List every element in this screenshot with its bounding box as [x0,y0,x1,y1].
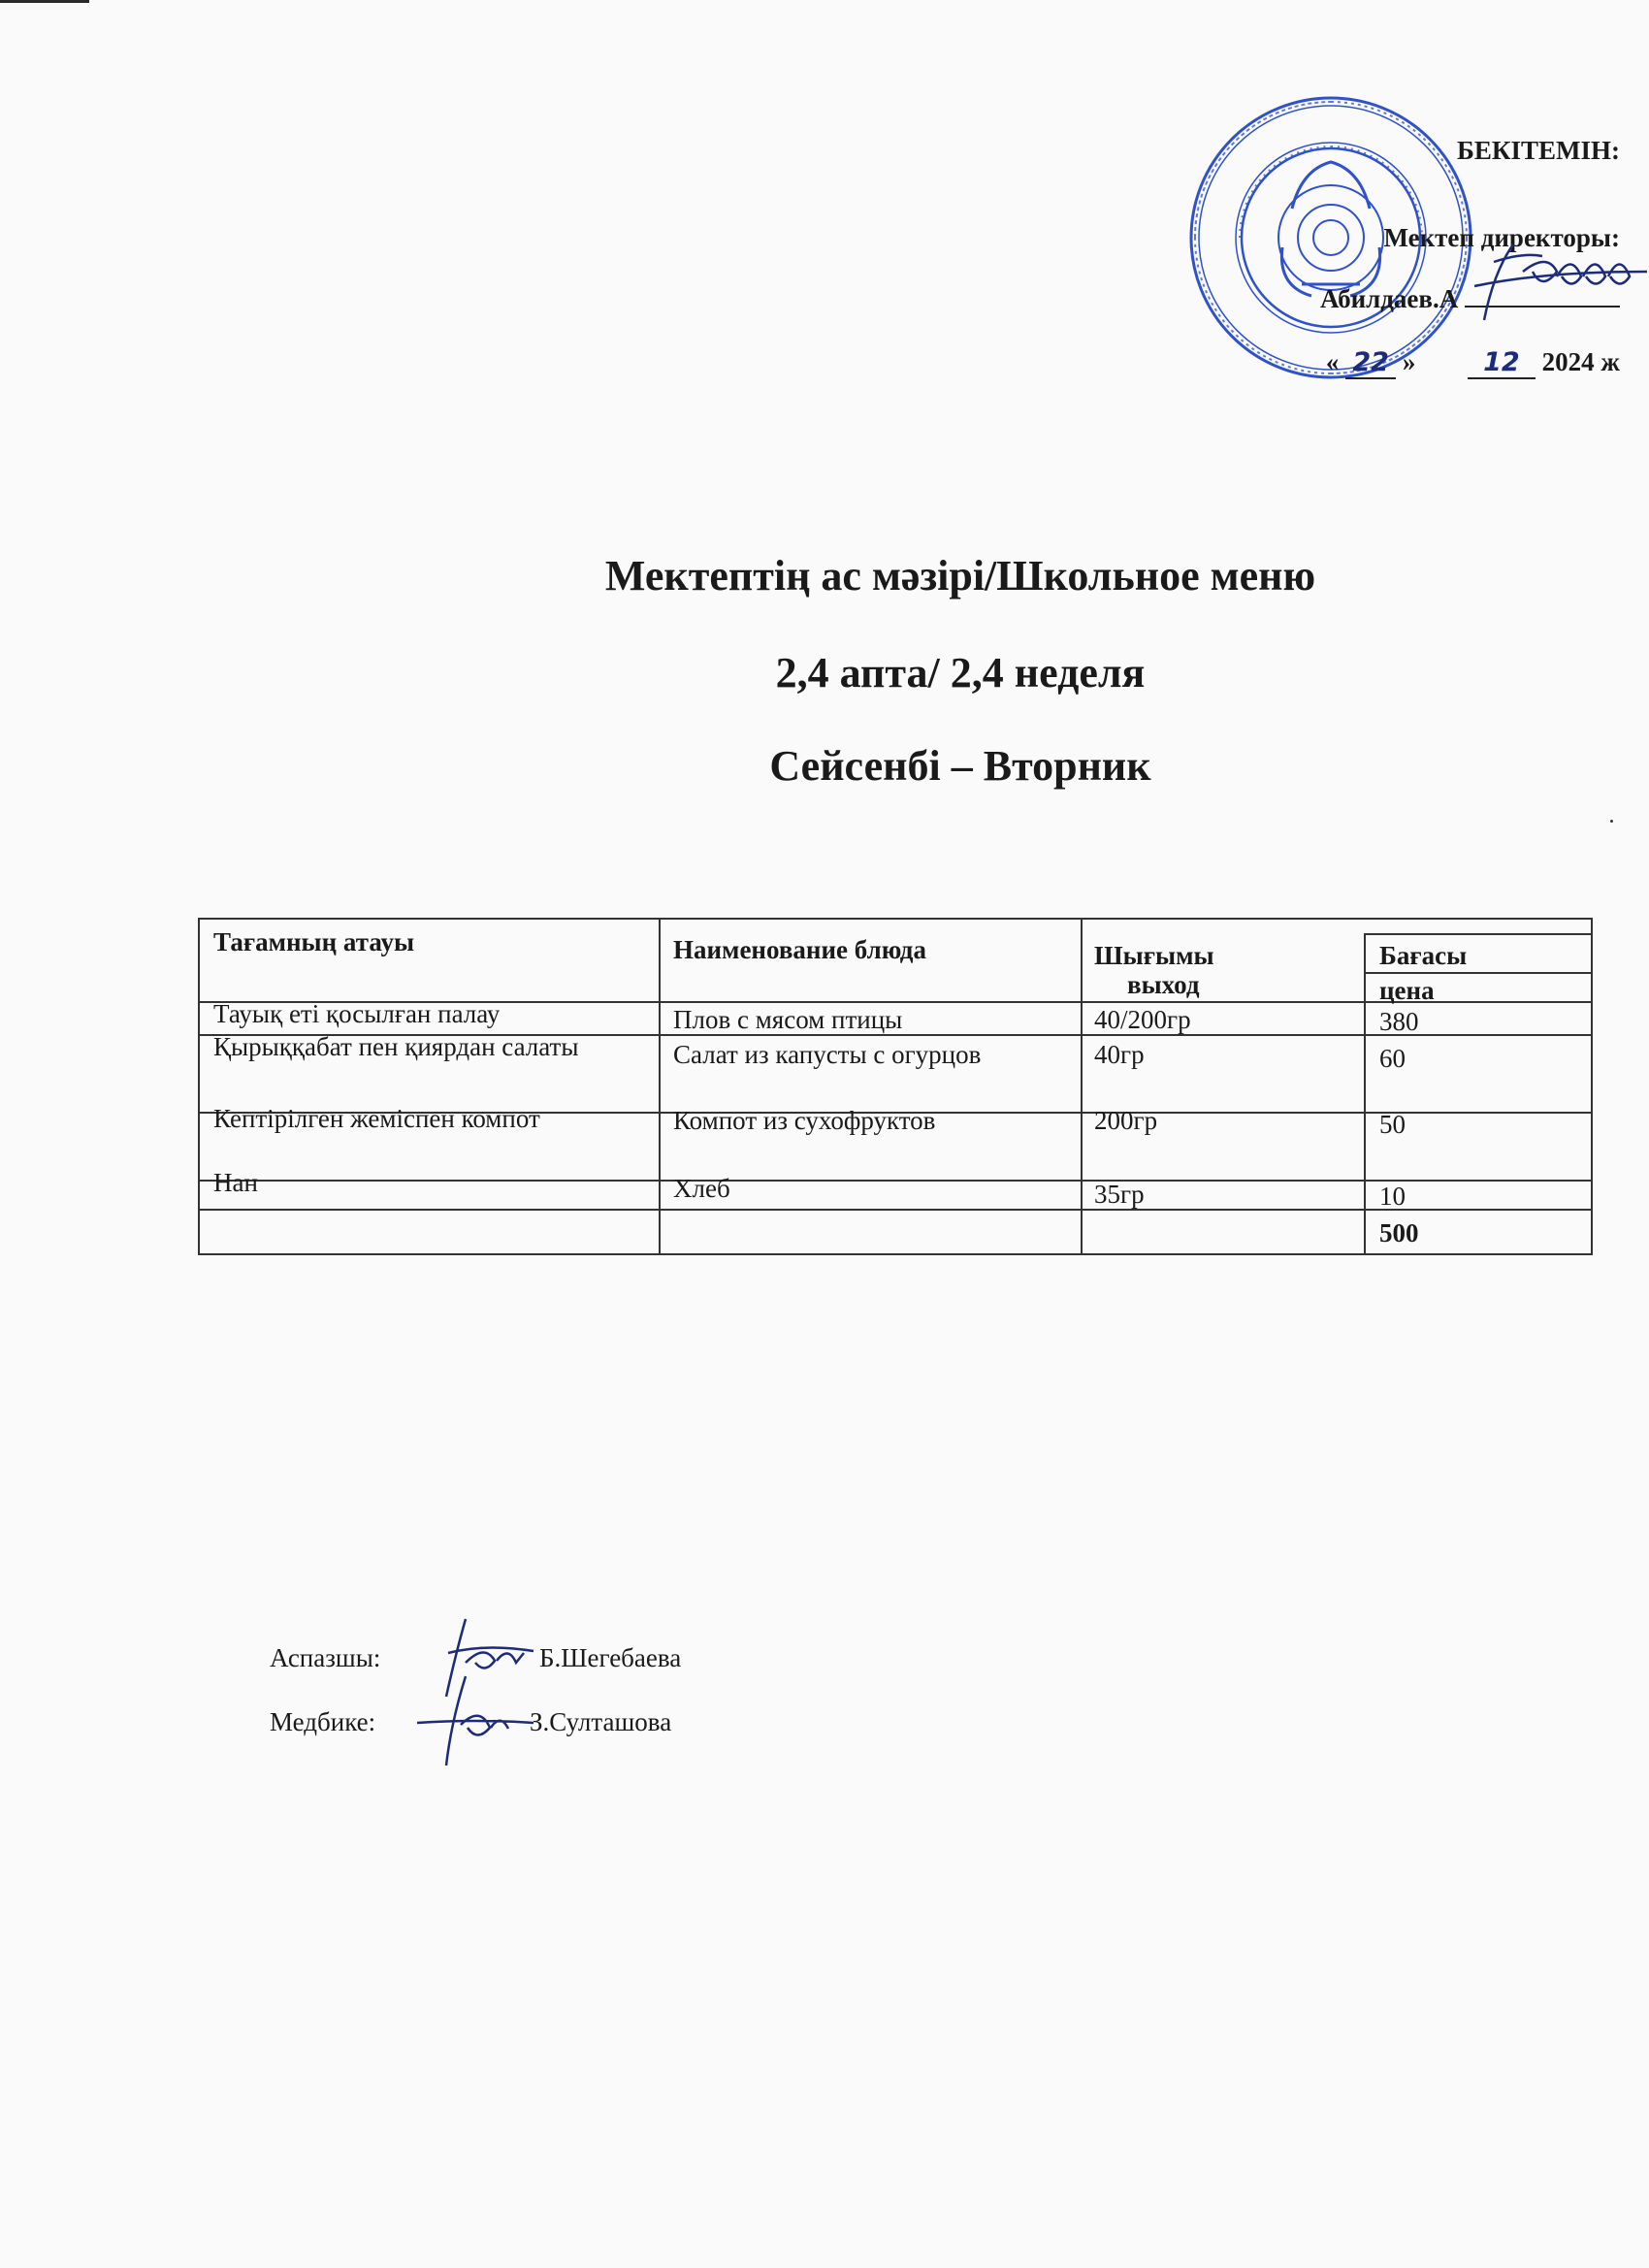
scan-corner-mark [0,0,89,3]
table-cell: 40/200гр [1094,1005,1191,1034]
table-cell: Компот из сухофруктов [673,1106,936,1135]
approval-month: 12 [1468,347,1536,379]
cook-role: Аспазшы: [270,1643,381,1672]
table-cell: Қырыққабат пен қиярдан салаты [213,1032,579,1061]
table-cell: 35гр [1094,1180,1145,1209]
menu-table [198,918,1593,1253]
table-cell: 200гр [1094,1106,1158,1135]
table-cell: 50 [1379,1110,1406,1139]
header-price-kz: Бағасы [1379,941,1468,970]
nurse-signature [407,1674,543,1767]
table-border-right [1591,918,1593,1253]
approval-heading: БЕКІТЕМІН: [1457,136,1620,165]
director-signature [1455,233,1649,340]
row-divider [1364,972,1593,974]
table-cell: 40гр [1094,1040,1145,1069]
date-close-quote: » [1402,347,1416,376]
header-ru-name: Наименование блюда [673,935,926,964]
nurse-name: З.Султашова [530,1707,672,1736]
table-cell: 60 [1379,1044,1406,1073]
header-price-ru: цена [1379,976,1435,1005]
stray-dot [1610,820,1613,823]
table-cell: Салат из капусты с огурцов [673,1040,982,1069]
title-line-3: Сейсенбі – Вторник [769,742,1151,790]
table-cell: Нан [213,1168,258,1197]
approval-day: 22 [1345,347,1396,379]
document-title [0,552,1649,790]
table-total: 500 [1379,1218,1419,1247]
column-divider [1364,933,1366,1253]
row-divider [1364,933,1593,935]
table-border-bottom [198,1253,1593,1255]
table-border-left [198,918,200,1253]
header-yield-ru: выход [1127,970,1200,999]
table-cell: Хлеб [673,1174,730,1203]
title-line-2: 2,4 апта/ 2,4 неделя [775,649,1146,697]
table-cell: Кептірілген жеміспен компот [213,1104,540,1133]
header-yield-kz: Шығымы [1094,941,1214,970]
table-border-top [198,918,1593,920]
nurse-role: Медбике: [270,1707,376,1736]
date-open-quote: « [1325,347,1340,376]
approval-year: 2024 ж [1541,347,1620,376]
column-divider [1081,918,1083,1253]
table-cell: 10 [1379,1182,1406,1211]
approval-role: Мектеп директоры: [1383,223,1620,252]
table-cell: 380 [1379,1007,1419,1036]
title-line-1: Мектептің ас мәзірі/Школьное меню [604,552,1316,599]
header-kz-name: Тағамның атауы [213,927,415,956]
table-cell: Плов с мясом птицы [673,1005,903,1034]
cook-name: Б.Шегебаева [539,1643,682,1672]
director-name: Абилдаев.А [1319,284,1459,313]
table-cell: Тауық еті қосылған палау [213,999,501,1028]
column-divider [659,918,661,1253]
